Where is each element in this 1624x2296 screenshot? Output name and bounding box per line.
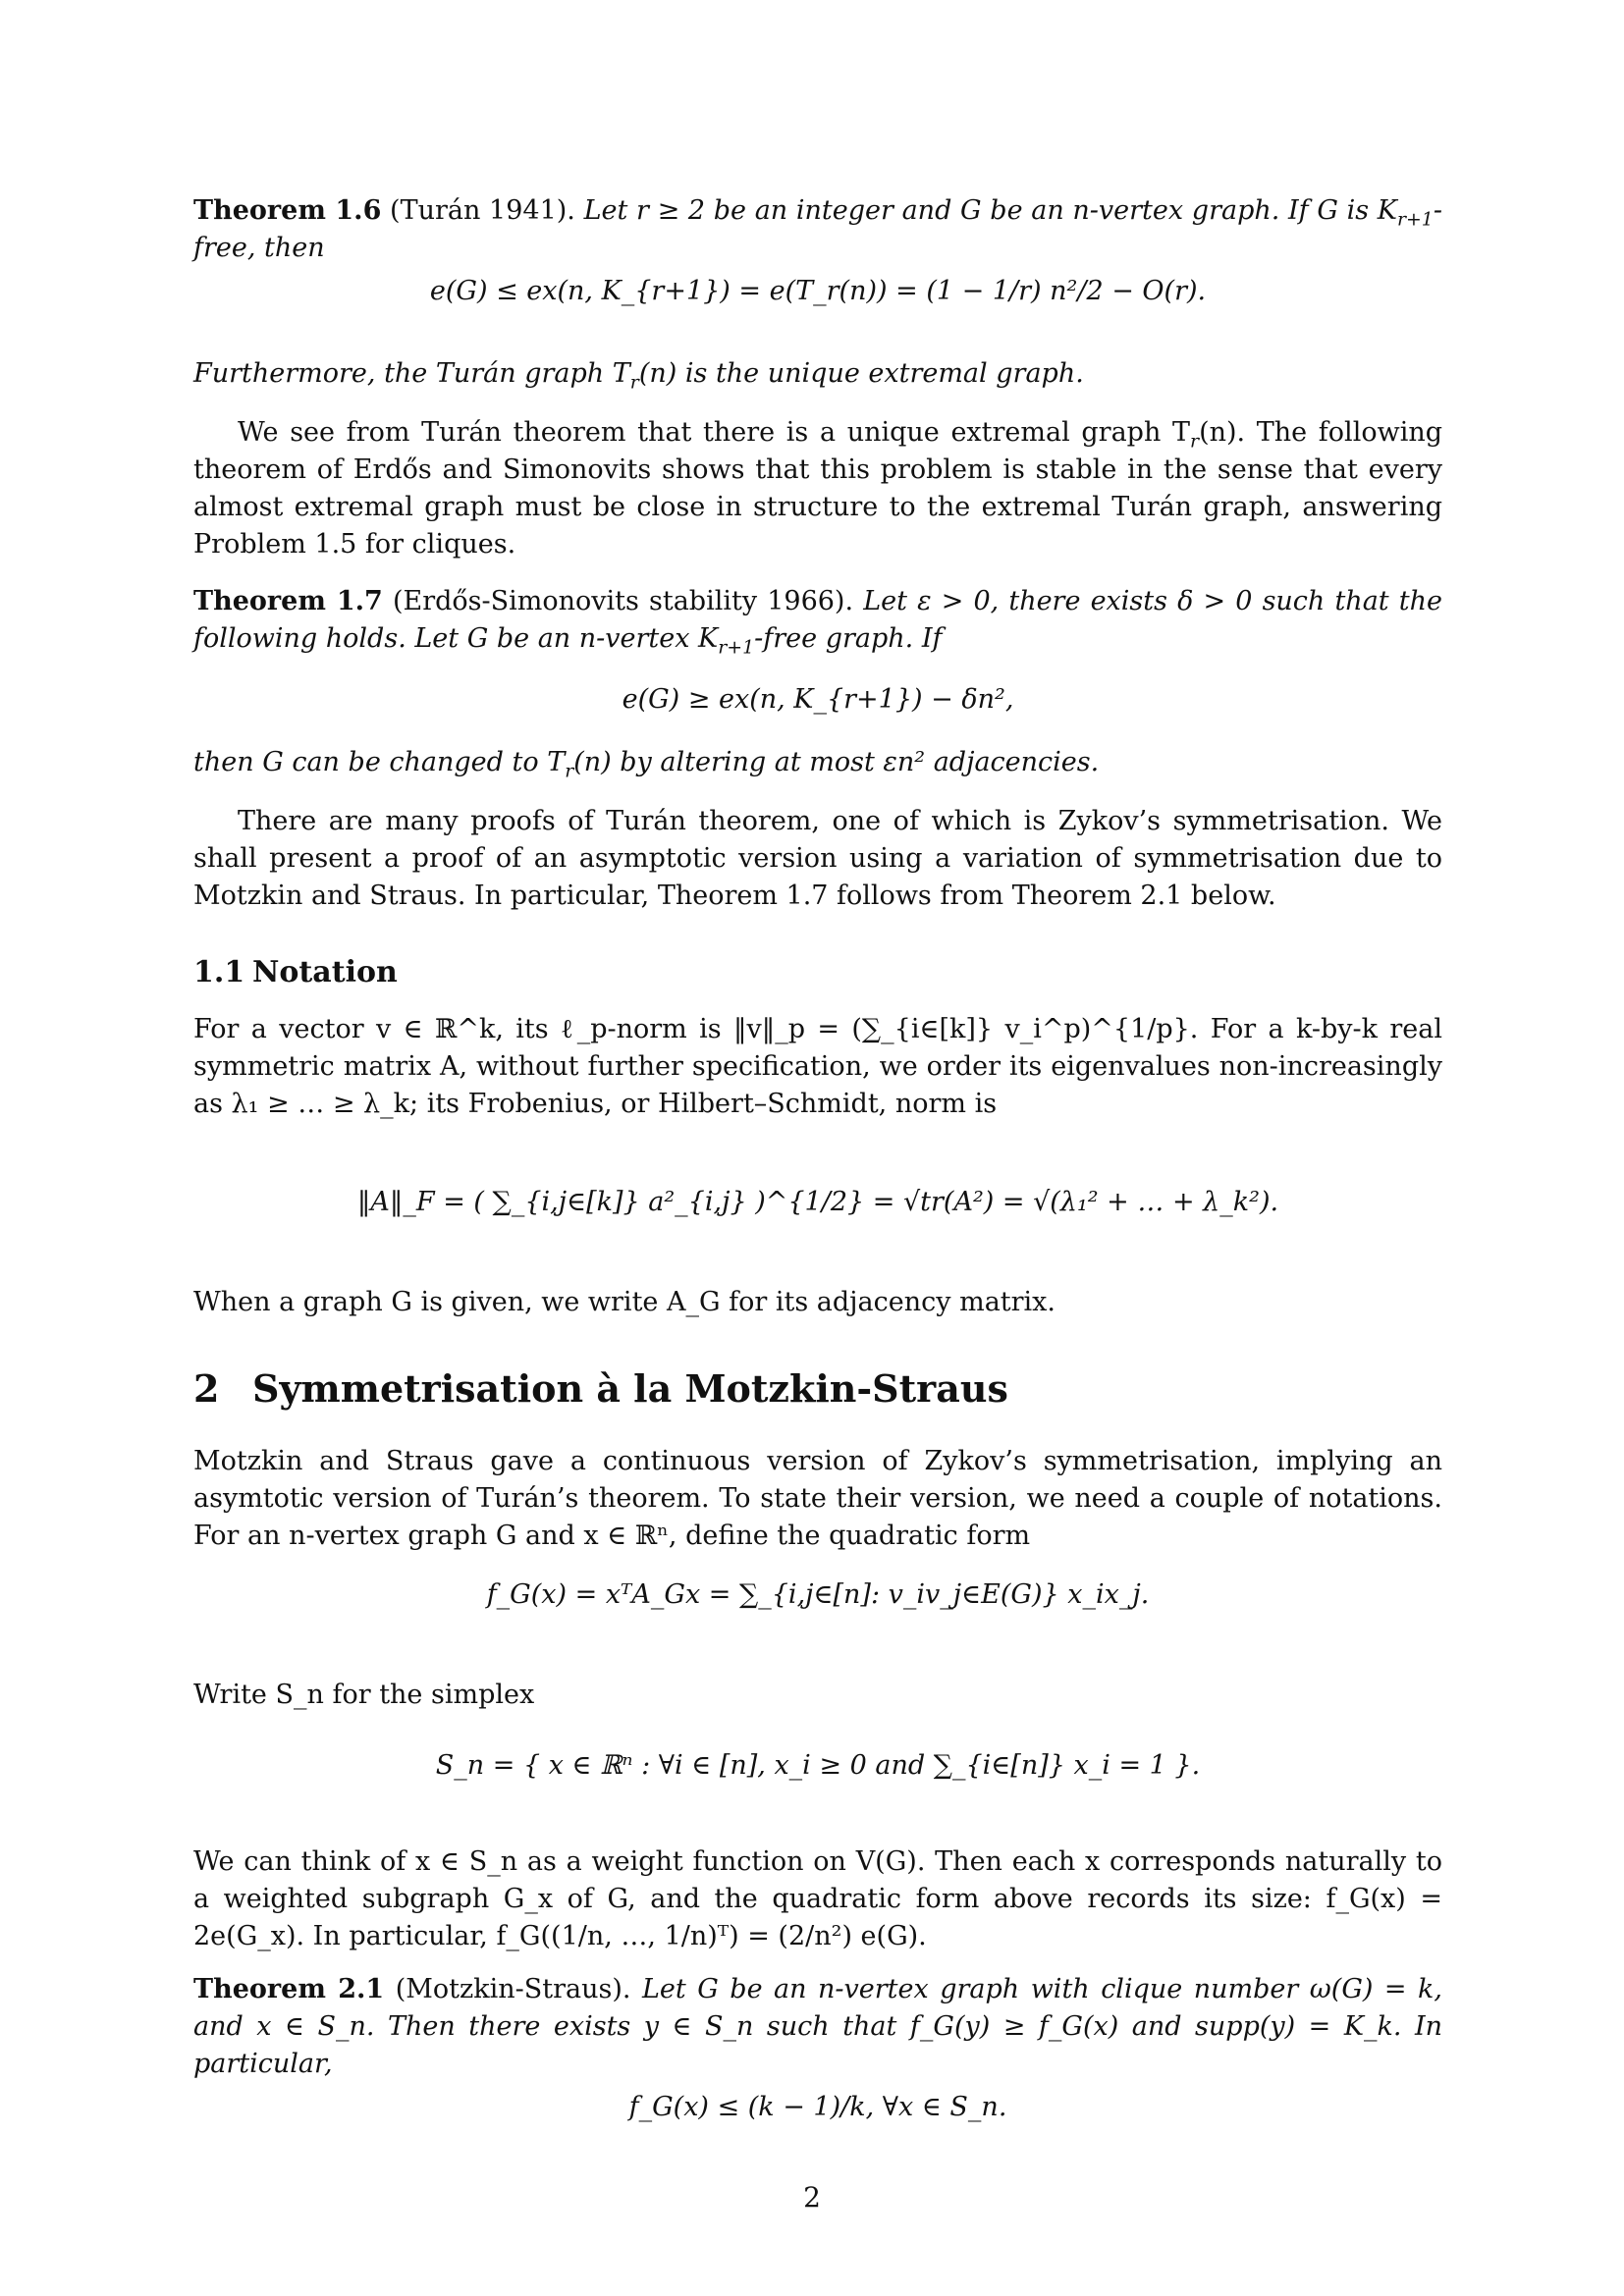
theorem-heading: Theorem 1.7 [193,586,383,616]
theorem-1-6-conclusion: Furthermore, the Turán graph $T_r(n)$ is the unique extremal graph. [193,358,1084,394]
paragraph-adjacency: When a graph G is given, we write A_G for its adjacency matrix. [193,1287,1056,1317]
simplex-equation: S_n = { x ∈ ℝⁿ : ∀i ∈ [n], x_i ≥ 0 and ∑_{i∈[n]} x_i = 1 }. [435,1750,1201,1781]
paragraph-simplex-intro: Write S_n for the simplex [193,1680,535,1710]
paragraph-stability-intro: We see from Turán theorem that there is a unique extremal graph $T_r(n)$. The following theorem of Erdős and Simonovits shows that this problem is stable in the sense that every almost extremal graph must be close in structure to the extremal Turán graph, answering Problem 1.5 for cliques. [193,417,1443,560]
paragraph-weight-function: We can think of x ∈ S_n as a weight function on V(G). Then each x corresponds naturally to a weighted subgraph G_x of G, and the quadratic form above records its size: f_G(x) = 2e(G_x). In particular, f_G((1/n, …, 1/n)ᵀ) = (2/n²) e(G). [193,1846,1442,1951]
stability-equation: e(G) ≥ ex(n, K_{r+1}) − δn², [622,684,1014,715]
theorem-attribution: (Turán 1941). [390,195,575,226]
theorem-statement: Let G be an n-vertex graph with clique number ω(G) = k, and x ∈ S_n. Then there exists y ∈ S_n such that f_G(y) ≥ f_G(x) and supp(y) = K_k. In particular, [193,1974,1443,2079]
section-heading-notation: 1.1 Notation [193,955,398,989]
theorem-attribution: (Motzkin-Straus). [395,1974,631,2004]
theorem-statement: Let r ≥ 2 be an integer and G be an n-vertex graph. If G is K [583,195,1397,226]
paragraph-notation: For a vector v ∈ ℝ^k, its ℓ_p-norm is ‖v‖_p = (∑_{i∈[k]} v_i^p)^{1/p}. For a k-by-k real symmetric matrix A, without further specification, we order its eigenvalues non-increasingly as λ₁ ≥ … ≥ λ_k; its Frobenius, or Hilbert–Schmidt, norm is [193,1014,1442,1119]
paragraph-motzkin-straus: Motzkin and Straus gave a continuous version of Zykov’s symmetrisation, implying an asymtotic version of Turán’s theorem. To state their version, we need a couple of notations. For an n-vertex graph G and x ∈ ℝⁿ, define the quadratic form [193,1446,1442,1551]
theorem-1-7-conclusion: then G can be changed to $T_r(n)$ by altering at most εn² adjacencies. [193,747,1100,782]
theorem-2-1 [193,1971,1442,2083]
theorem-statement: Let ε > 0, there exists δ > 0 such that the following holds. Let G be an n-vertex K [193,586,1442,654]
theorem-heading: Theorem 2.1 [193,1974,385,2004]
page-number: 2 [803,2181,821,2214]
quadratic-form-equation: f_G(x) = xᵀA_Gx = ∑_{i,j∈[n]: v_iv_j∈E(G)} x_ix_j. [486,1579,1150,1610]
theorem-attribution: (Erdős-Simonovits stability 1966). [392,586,854,616]
section-heading-symmetrisation: 2 Symmetrisation à la Motzkin-Straus [193,1366,1008,1411]
motzkin-straus-bound: f_G(x) ≤ (k − 1)/k, ∀x ∈ S_n. [628,2092,1007,2122]
paragraph-proofs: There are many proofs of Turán theorem, one of which is Zykov’s symmetrisation. We shall present a proof of an asymptotic version using a variation of symmetrisation due to Motzkin and Straus. In particular, Theorem 1.7 follows from Theorem 2.1 below. [193,806,1442,911]
theorem-1-7: Theorem 1.7 (Erdős-Simonovits stability 1966). Let ε > 0, there exists δ > 0 such that the following holds. Let G be an n-vertex $K_{r+1}$-free graph. If [193,586,1442,659]
frobenius-equation: ‖A‖_F = ( ∑_{i,j∈[k]} a²_{i,j} )^{1/2} = √tr(A²) = √(λ₁² + … + λ_k²). [356,1187,1279,1217]
theorem-heading: Theorem 1.6 [193,195,382,226]
turan-equation: e(G) ≤ ex(n, K_{r+1}) = e(T_r(n)) = (1 − 1/r) n²/2 − O(r). [429,276,1207,306]
theorem-1-6: Theorem 1.6 (Turán 1941). Let r ≥ 2 be an integer and G be an n-vertex graph. If G is $K_{r+1}$-free, then [193,195,1442,263]
